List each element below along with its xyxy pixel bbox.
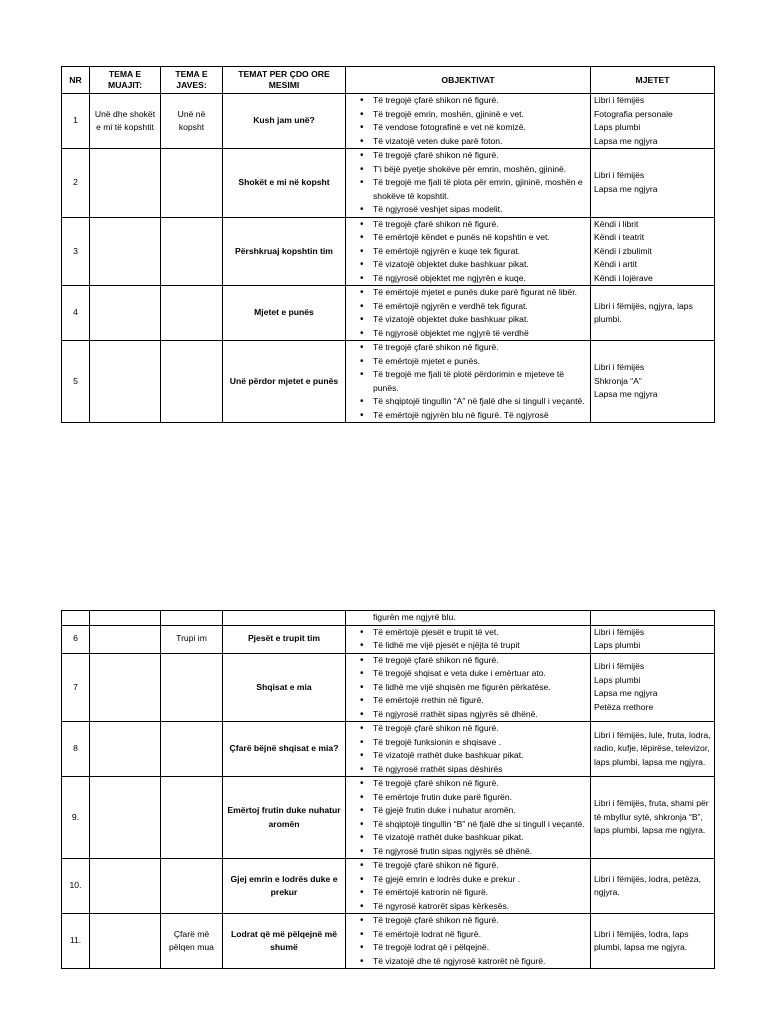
tool-item: Këndi i artit (594, 259, 637, 269)
lesson-plan-table-page-1 (61, 66, 715, 423)
cell-tools (591, 94, 715, 149)
cell-lesson: Shokët e mi në kopsht (223, 149, 346, 218)
table-row (62, 286, 715, 341)
objective-item: • Të vizatojë objektet duke bashkuar pikat. (349, 313, 587, 327)
table-header-row (62, 67, 715, 94)
tool-item: Fotografia personale (594, 108, 673, 119)
cell-nr: 8 (62, 722, 90, 777)
cell-nr: 6 (62, 625, 90, 653)
cell-month (90, 217, 161, 286)
header-nr: NR (62, 67, 90, 94)
tool-item: Libri i fëmijës, fruta, shami për të mbyllur sytë, shkronja “B”, laps plumbi, lapsa me ngjyra. (594, 798, 709, 836)
objective-item: • Të gjejë emrin e lodrës duke e prekur . (349, 873, 587, 887)
cell-tools (591, 625, 715, 653)
cell-tools (591, 341, 715, 423)
objective-item: • Të tregojë çfarë shikon në figurë. (349, 777, 587, 791)
cell-week (161, 341, 223, 423)
objective-item: • Të vizatojë rrathët duke bashkuar pikat. (349, 749, 587, 763)
objective-item: • Të emërtojë mjetet e punës. (349, 355, 587, 369)
tool-item: Lapsa me ngjyra (594, 183, 658, 194)
objective-list (349, 626, 587, 653)
table-row (62, 94, 715, 149)
cell-nr: 10. (62, 859, 90, 914)
tool-item: Libri i fëmijës (594, 626, 645, 637)
cell-month (90, 341, 161, 423)
objective-item: • Të tregojë çfarë shikon në figurë. (349, 149, 587, 163)
cell-week: Trupi im (161, 625, 223, 653)
cell-lesson: Përshkruaj kopshtin tim (223, 217, 346, 286)
cell-nr: 9. (62, 777, 90, 859)
cell-week: Unë në kopsht (161, 94, 223, 149)
cell-month (90, 286, 161, 341)
tool-item: Libri i fëmijës (594, 95, 645, 105)
header-tools: MJETET (591, 67, 715, 94)
objective-item: • Të tregojë me fjali të plotë përdorimin e mjeteve të punës. (349, 368, 587, 395)
cell-nr: 4 (62, 286, 90, 341)
objective-item: • Të emërtojë katrorin në figurë. (349, 886, 587, 900)
cell-month (90, 149, 161, 218)
cell-tools (591, 722, 715, 777)
cell-nr: 2 (62, 149, 90, 218)
cell-week (161, 777, 223, 859)
objective-item: • Të emërtojë ngjyrën e kuqe tek figurat. (349, 245, 587, 259)
objective-item: • Të tregojë çfarë shikon në figurë. (349, 654, 587, 668)
objective-item: • Të vizatojë rrathët duke bashkuar pikat. (349, 831, 587, 845)
tool-item: Libri i fëmijës, ngjyra, laps plumbi. (594, 300, 693, 324)
cell-week (161, 217, 223, 286)
cell-month (90, 914, 161, 969)
objective-item: • Të emërtoje frutin duke parë figurën. (349, 791, 587, 805)
table-row (62, 653, 715, 722)
objective-item: • Të lidhë me vijë shqisën me figurën përkatëse. (349, 681, 587, 695)
tool-item: Libri i fëmijës (594, 170, 645, 181)
objective-item: • Të emërtojë ngjyrën blu në figurë. Të ngjyrosë (349, 409, 587, 423)
table-row (62, 859, 715, 914)
tool-item: Laps plumbi (594, 640, 641, 650)
objective-item: • Të ngyrosë katrorët sipas kërkesës. (349, 900, 587, 914)
cell-lesson: Unë përdor mjetet e punës (223, 341, 346, 423)
tool-item: Libri i fëmijës, lule, fruta, lodra, radio, kufje, lëpirëse, televizor, laps plumbi, lapsa me ngjyra. (594, 729, 711, 767)
cell-month (90, 859, 161, 914)
cell-objectives (346, 777, 591, 859)
objective-item: • Të tregojë funksionin e shqisave . (349, 736, 587, 750)
cell-month (90, 653, 161, 722)
objective-list (349, 286, 587, 340)
cell-lesson: Shqisat e mia (223, 653, 346, 722)
objective-item: • T'i bëjë pyetje shokëve për emrin, moshën, gjininë. (349, 163, 587, 177)
objective-item: • Të ngjyrosë objektet me ngjyrë të verdhë (349, 327, 587, 341)
cell-month (90, 625, 161, 653)
cell-objectives (346, 94, 591, 149)
cell-month (90, 777, 161, 859)
tool-item: Këndi i librit (594, 218, 639, 229)
objective-item: • Të emërtojë pjesët e trupit të vet. (349, 626, 587, 640)
objective-item: • Të emërtojë ngjyrën e verdhë tek figurat. (349, 300, 587, 314)
tool-item: Libri i fëmijës, lodra, laps plumbi, lapsa me ngjyra. (594, 928, 689, 952)
objective-list (349, 218, 587, 286)
objective-item: • Të shqiptojë tingullin “A” në fjalë dhe si tingull i veçantë. (349, 395, 587, 409)
cell-lesson: Lodrat që më pëlqejnë më shumë (223, 914, 346, 969)
continuation-row (62, 611, 715, 626)
cell-tools (591, 653, 715, 722)
cell-week (161, 149, 223, 218)
cell-nr: 1 (62, 94, 90, 149)
cell-nr (62, 611, 90, 626)
cell-objectives (346, 859, 591, 914)
cell-tools (591, 777, 715, 859)
header-month-theme: TEMA E MUAJIT: (90, 67, 161, 94)
header-objectives: OBJEKTIVAT (346, 67, 591, 94)
cell-nr: 3 (62, 217, 90, 286)
objective-item: • Të tregojë çfarë shikon në figurë. (349, 218, 587, 232)
objective-list (349, 94, 587, 148)
cell-lesson: Gjej emrin e lodrës duke e prekur (223, 859, 346, 914)
table-row (62, 217, 715, 286)
tool-item: Laps plumbi (594, 674, 641, 685)
cell-nr: 11. (62, 914, 90, 969)
objective-item: • Të ngjyrosë objektet me ngjyrën e kuqe. (349, 272, 587, 286)
table-row (62, 625, 715, 653)
objective-item: • Të emërtojë mjetet e punës duke parë figurat në libër. (349, 286, 587, 300)
cell-week (161, 286, 223, 341)
cell-week (161, 859, 223, 914)
cell-lesson: Emërtoj frutin duke nuhatur aromën (223, 777, 346, 859)
cell-objectives (346, 653, 591, 722)
table-row (62, 149, 715, 218)
tool-item: Petëza rrethore (594, 701, 654, 712)
cell-week (161, 722, 223, 777)
objective-item: • Të ngjyrosë rrathët sipas ngjyrës së dhënë. (349, 708, 587, 722)
objective-item: • Të tregojë shqisat e veta duke i emërtuar ato. (349, 667, 587, 681)
objective-list (349, 149, 587, 217)
cell-month (90, 722, 161, 777)
cell-month (90, 611, 161, 626)
objective-item: • Të emërtojë këndet e punës në kopshtin e vet. (349, 231, 587, 245)
table-body (62, 94, 715, 423)
objective-item: • Të ngjyrosë rrathët sipas dëshirës (349, 763, 587, 777)
header-lesson-theme: TEMAT PER ÇDO ORE MESIMI (223, 67, 346, 94)
cell-objectives (346, 914, 591, 969)
tool-item: Libri i fëmijës (594, 362, 645, 373)
objective-item: • Të ngjyrosë veshjet sipas modelit. (349, 203, 587, 217)
objective-item: • Të vizatojë objektet duke bashkuar pikat. (349, 258, 587, 272)
table-row (62, 722, 715, 777)
objective-item: • Të tregojë me fjali të plota për emrin, gjininë, moshën e shokëve të kopshtit. (349, 176, 587, 203)
cell-objectives (346, 341, 591, 423)
cell-nr: 5 (62, 341, 90, 423)
cell-lesson: Mjetet e punës (223, 286, 346, 341)
objective-item: • Të tregojë çfarë shikon në figurë. (349, 859, 587, 873)
tool-item: Shkronja “A” (594, 375, 642, 386)
cell-tools (591, 859, 715, 914)
cell-tools (591, 286, 715, 341)
tool-item: Këndi i zbulimit (594, 245, 652, 256)
objective-item: • Të tregojë çfarë shikon në figurë. (349, 341, 587, 355)
cell-week (161, 653, 223, 722)
objective-item: • Të tregojë lodrat që i pëlqejnë. (349, 941, 587, 955)
objective-item: • Të vendose fotografinë e vet në komizë. (349, 121, 587, 135)
objective-continuation: figurën me ngjyrë blu. (373, 612, 456, 622)
objective-item: • Të vizatojë veten duke parë foton. (349, 135, 587, 149)
tool-item: Laps plumbi (594, 122, 641, 132)
tool-item: Lapsa me ngjyra (594, 135, 658, 146)
objective-item: • Të vizatojë dhe të ngjyrosë katrorët në figurë. (349, 955, 587, 969)
cell-week (161, 611, 223, 626)
cell-lesson: Çfarë bëjnë shqisat e mia? (223, 722, 346, 777)
tool-item: Libri i fëmijës (594, 661, 645, 672)
objective-item: • Të tregojë çfarë shikon në figurë. (349, 722, 587, 736)
cell-objectives (346, 286, 591, 341)
cell-tools (591, 914, 715, 969)
cell-tools (591, 149, 715, 218)
objective-list (349, 914, 587, 968)
tool-item: Lapsa me ngjyra (594, 389, 658, 400)
cell-tools (591, 611, 715, 626)
objective-list (349, 722, 587, 776)
objective-item: • Të tregojë emrin, moshën, gjininë e vet. (349, 108, 587, 122)
objective-list (349, 859, 587, 913)
tool-item: Këndi i lojërave (594, 272, 653, 283)
objective-item: • Të shqiptojë tingullin “B” në fjalë dhe si tingull i veçantë. (349, 818, 587, 832)
cell-objectives (346, 149, 591, 218)
cell-objectives (346, 611, 591, 626)
cell-nr: 7 (62, 653, 90, 722)
objective-item: • Të tregojë çfarë shikon në figurë. (349, 914, 587, 928)
objective-item: • Të tregojë çfarë shikon në figurë. (349, 94, 587, 108)
objective-item: • Të ngjyrosë frutin sipas ngjyrës së dhënë. (349, 845, 587, 859)
cell-lesson (223, 611, 346, 626)
tool-item: Lapsa me ngjyra (594, 688, 658, 699)
cell-lesson: Kush jam unë? (223, 94, 346, 149)
cell-tools (591, 217, 715, 286)
cell-objectives (346, 217, 591, 286)
lesson-plan-table-page-2 (61, 610, 715, 969)
table-row (62, 914, 715, 969)
cell-objectives (346, 625, 591, 653)
cell-month: Unë dhe shokët e mi të kopshtit (90, 94, 161, 149)
table-row (62, 341, 715, 423)
cell-objectives (346, 722, 591, 777)
objective-list (349, 341, 587, 422)
header-week-theme: TEMA E JAVES: (161, 67, 223, 94)
tool-item: Këndi i teatrit (594, 232, 645, 242)
objective-item: • Të emërtojë lodrat në figurë. (349, 928, 587, 942)
objective-item: • Të gjejë frutin duke i nuhatur aromën. (349, 804, 587, 818)
cell-week: Çfarë më pëlqen mua (161, 914, 223, 969)
objective-list (349, 777, 587, 858)
objective-item: • Të emërtojë rrethin në figurë. (349, 694, 587, 708)
table-row (62, 777, 715, 859)
tool-item: Libri i fëmijës, lodra, petëza, ngjyra. (594, 873, 701, 897)
objective-item: • Të lidhë me vijë pjesët e njëjta të trupit (349, 639, 587, 653)
cell-lesson: Pjesët e trupit tim (223, 625, 346, 653)
objective-list (349, 654, 587, 722)
